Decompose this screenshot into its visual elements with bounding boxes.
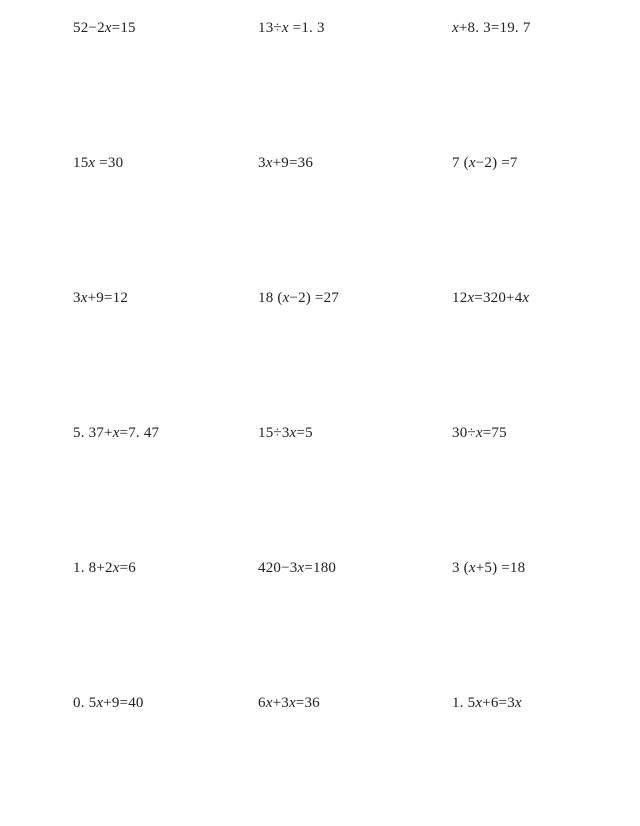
equation-row — [0, 17, 640, 41]
equation-row — [0, 422, 640, 446]
equation: 3x+9=12 — [73, 290, 129, 306]
equation-row — [0, 287, 640, 311]
equation: 420−3x=180 — [258, 560, 337, 576]
equation: 18 (x−2) =27 — [258, 290, 340, 306]
equation: 7 (x−2) =7 — [452, 155, 518, 171]
equation: 52−2x=15 — [73, 20, 136, 36]
equation: 0. 5x+9=40 — [73, 695, 144, 711]
equation: 15÷3x=5 — [258, 425, 313, 441]
equation: 6x+3x=36 — [258, 695, 320, 711]
equation-row — [0, 152, 640, 176]
equation-row — [0, 692, 640, 716]
equation: 1. 5x+6=3x — [452, 695, 522, 711]
equation: x+8. 3=19. 7 — [452, 20, 531, 36]
equation: 3 (x+5) =18 — [452, 560, 526, 576]
equation: 30÷x=75 — [452, 425, 507, 441]
equation: 5. 37+x=7. 47 — [73, 425, 160, 441]
equation: 13÷x =1. 3 — [258, 20, 325, 36]
equation: 12x=320+4x — [452, 290, 530, 306]
equation: 15x =30 — [73, 155, 124, 171]
equation: 3x+9=36 — [258, 155, 314, 171]
equation: 1. 8+2x=6 — [73, 560, 136, 576]
equation-row — [0, 557, 640, 581]
